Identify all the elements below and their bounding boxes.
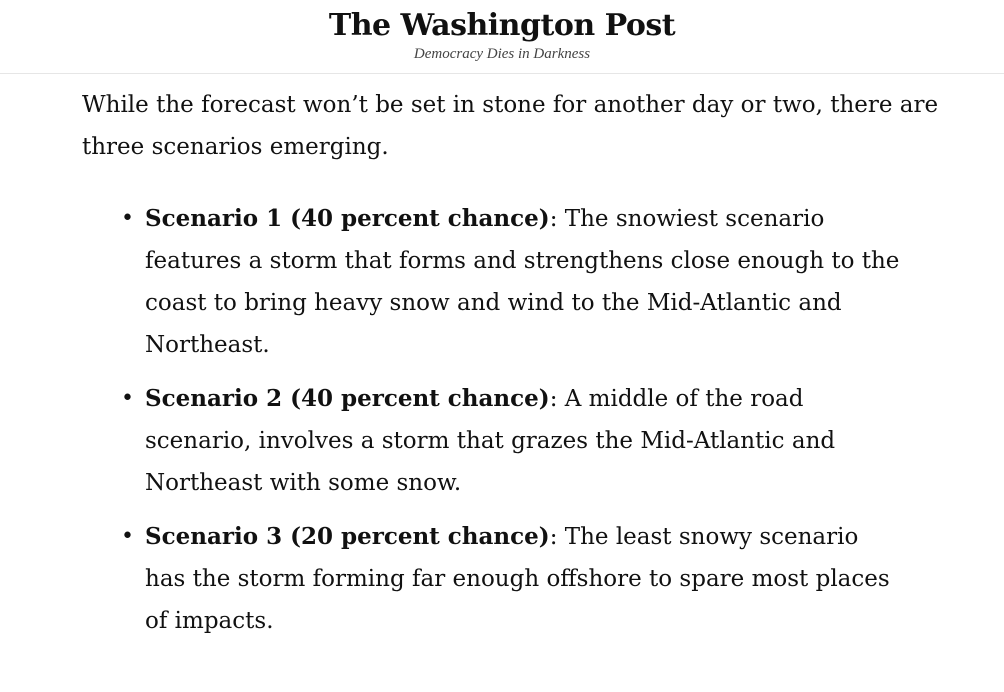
bullet-icon: • [121,206,134,231]
masthead-logo[interactable]: The Washington Post [328,8,676,43]
scenario-label: Scenario 3 (20 percent chance) [145,523,550,550]
tagline: Democracy Dies in Darkness [413,46,591,62]
scenario-list [82,198,942,642]
scenario-label: Scenario 1 (40 percent chance) [145,205,550,232]
intro-paragraph: While the forecast won’t be set in stone for another day or two, there are three scenarios emerging. [82,92,939,160]
site-header [0,0,1004,74]
list-item [121,378,905,504]
scenario-text: : The least snowy scenario has the storm forming far enough offshore to spare most places of impacts. [145,524,890,634]
list-item [121,198,905,366]
scenario-text: : The snowiest scenario features a storm that forms and strengthens close enough to the coast to bring heavy snow and wind to the Mid-Atlantic and Northeast. [145,206,900,358]
scenario-label: Scenario 2 (40 percent chance) [145,385,550,412]
article-body [82,84,942,654]
bullet-icon: • [121,524,134,549]
scenario-text: : A middle of the road scenario, involves a storm that grazes the Mid-Atlantic and Northeast with some snow. [145,386,836,496]
bullet-icon: • [121,386,134,411]
list-item [121,516,905,642]
